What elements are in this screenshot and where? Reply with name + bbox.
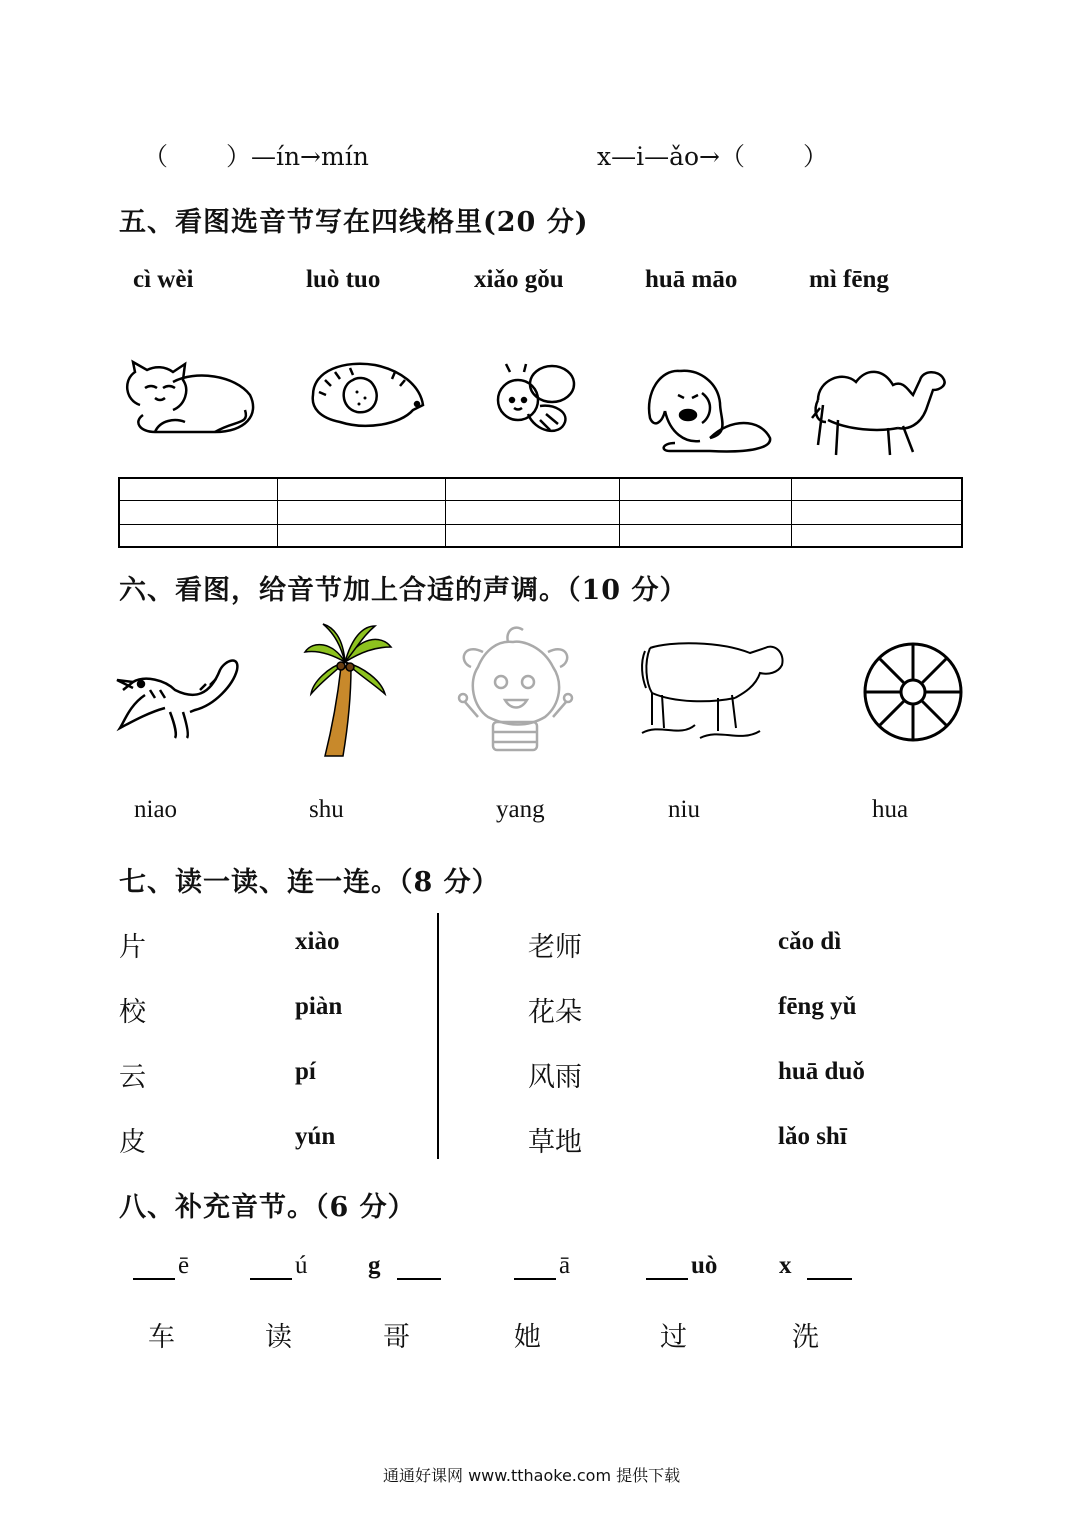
bee-icon xyxy=(490,362,585,447)
hint-char: 读 xyxy=(265,1322,292,1353)
bird-icon xyxy=(115,650,245,740)
answer-blank[interactable] xyxy=(397,1278,441,1280)
partial-syllable: ē xyxy=(178,1252,190,1279)
right-pinyin[interactable]: fēng yǔ xyxy=(778,993,857,1020)
right-word[interactable]: 花朵 xyxy=(528,997,582,1028)
syllable-xiaogou: xiǎo gǒu xyxy=(474,266,564,293)
right-pinyin[interactable]: huā duǒ xyxy=(778,1058,865,1085)
hint-char: 洗 xyxy=(792,1322,819,1353)
hint-char: 哥 xyxy=(383,1322,410,1353)
partial-syllable: ā xyxy=(559,1252,571,1279)
partial-syllable: ú xyxy=(295,1252,308,1279)
syllable-yang: yang xyxy=(496,796,545,823)
dog-icon xyxy=(640,363,775,458)
divider-line xyxy=(437,913,439,1159)
flower-icon xyxy=(860,640,966,744)
four-line-grid[interactable] xyxy=(118,477,963,548)
syllable-luotuo: luò tuo xyxy=(306,266,381,293)
partial-syllable: x xyxy=(779,1252,792,1279)
hint-char: 过 xyxy=(660,1322,687,1353)
syllable-niao: niao xyxy=(134,796,178,823)
fill-blank-right: x—i—ǎo→（ ） xyxy=(597,142,828,171)
syllable-huamao: huā māo xyxy=(645,266,738,293)
syllable-hua: hua xyxy=(872,796,909,823)
sheep-icon xyxy=(453,622,578,757)
right-pinyin[interactable]: cǎo dì xyxy=(778,928,842,955)
answer-blank[interactable] xyxy=(646,1278,688,1280)
left-pinyin[interactable]: yún xyxy=(295,1123,336,1150)
cow-icon xyxy=(640,633,790,748)
right-pinyin[interactable]: lǎo shī xyxy=(778,1123,847,1150)
left-pinyin[interactable]: pí xyxy=(295,1058,316,1085)
left-char[interactable]: 皮 xyxy=(119,1127,146,1158)
partial-syllable: uò xyxy=(691,1252,718,1279)
section5-title: 五、看图选音节写在四线格里(20 分) xyxy=(119,207,589,238)
camel-icon xyxy=(808,360,953,460)
left-char[interactable]: 云 xyxy=(119,1062,146,1093)
hint-char: 她 xyxy=(514,1322,541,1353)
answer-blank[interactable] xyxy=(250,1278,292,1280)
hedgehog-icon xyxy=(305,360,430,435)
answer-blank[interactable] xyxy=(133,1278,175,1280)
syllable-mifeng: mì fēng xyxy=(809,266,889,293)
answer-blank[interactable] xyxy=(514,1278,556,1280)
right-word[interactable]: 草地 xyxy=(528,1127,582,1158)
cat-icon xyxy=(115,360,260,440)
right-word[interactable]: 老师 xyxy=(528,932,582,963)
syllable-shu: shu xyxy=(309,796,344,823)
partial-syllable: g xyxy=(368,1252,381,1279)
left-char[interactable]: 片 xyxy=(119,932,146,963)
footer-text: 通通好课网 www.tthaoke.com 提供下载 xyxy=(383,1466,681,1485)
answer-blank[interactable] xyxy=(807,1278,852,1280)
right-word[interactable]: 风雨 xyxy=(528,1062,582,1093)
hint-char: 车 xyxy=(148,1322,175,1353)
left-pinyin[interactable]: piàn xyxy=(295,993,343,1020)
left-char[interactable]: 校 xyxy=(119,997,146,1028)
syllable-ciwei: cì wèi xyxy=(133,266,194,293)
section7-title: 七、读一读、连一连。（8 分） xyxy=(119,867,500,898)
left-pinyin[interactable]: xiào xyxy=(295,928,340,955)
palm-tree-icon xyxy=(303,622,393,760)
syllable-niu: niu xyxy=(668,796,700,823)
fill-blank-left: （ ）—ín→mín xyxy=(143,142,369,171)
section6-title: 六、看图，给音节加上合适的声调。（10 分） xyxy=(119,575,688,606)
section8-title: 八、补充音节。（6 分） xyxy=(119,1192,416,1223)
